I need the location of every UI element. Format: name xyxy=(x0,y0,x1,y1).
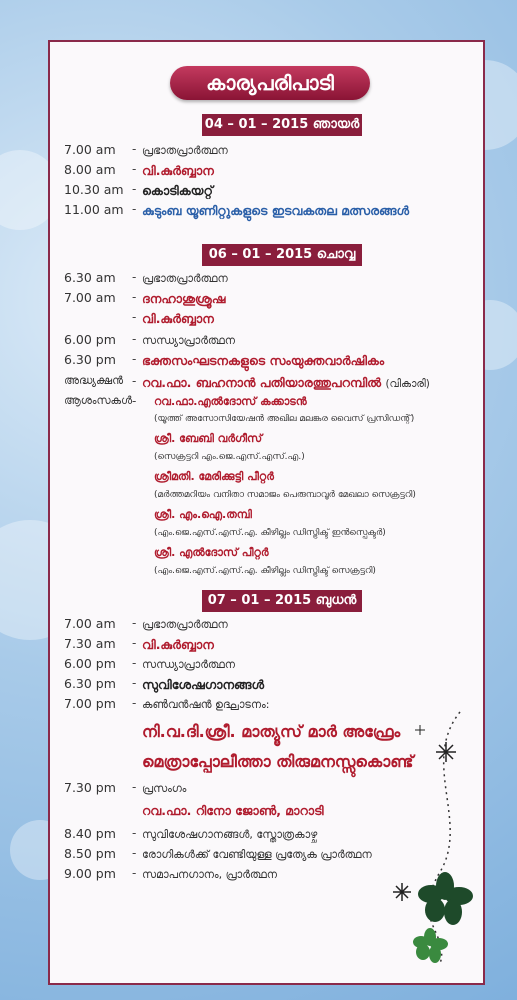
event-text: സമാപനഗാനം, പ്രാർത്ഥന xyxy=(142,868,278,881)
event-text: വി.കുർബ്ബാന xyxy=(142,163,214,178)
speaker-role: (യൂത്ത് അസോസിയേഷൻ അഖില മലങ്കര വൈസ് പ്രസിഡന്റ്) xyxy=(154,414,415,424)
schedule-row xyxy=(64,162,484,182)
president-suffix: (വികാരി) xyxy=(385,378,430,390)
dash: - xyxy=(132,352,137,366)
inaugurator-line1: നി.വ.ദി.ശ്രീ. മാത്യൂസ് മാർ അഫ്രേം xyxy=(142,722,401,741)
event-text: സന്ധ്യാപ്രാർത്ഥന xyxy=(142,658,235,671)
schedule-row xyxy=(64,310,484,330)
time: 6.30 pm xyxy=(64,352,116,367)
schedule-row xyxy=(64,656,484,676)
speaker-name: റവ.ഫാ.എൽദോസ് കക്കാടൻ xyxy=(154,395,307,408)
day-header: 04 – 01 – 2015 ഞായർ xyxy=(202,114,362,136)
president-name xyxy=(142,374,430,393)
event-text: വി.കുർബ്ബാന xyxy=(142,637,214,652)
event-text: സുവിശേഷഗാനങ്ങൾ, സ്തോത്രകാഴ്ച xyxy=(142,828,318,841)
time: 6.00 pm xyxy=(64,656,116,671)
event-text: കൊടികയറ്റ് xyxy=(142,183,213,198)
program-panel xyxy=(48,40,485,985)
schedule-row xyxy=(64,352,484,372)
dash: - xyxy=(132,182,137,196)
president-label: അദ്ധ്യക്ഷൻ xyxy=(64,374,124,387)
dash: - xyxy=(132,656,137,670)
schedule-row xyxy=(64,616,484,636)
event-text: രോഗികൾക്ക് വേണ്ടിയുള്ള പ്രത്യേക പ്രാർത്ഥന xyxy=(142,848,372,861)
time: 7.30 pm xyxy=(64,780,116,795)
schedule-row xyxy=(64,676,484,696)
dash: - xyxy=(132,780,137,794)
dash: - xyxy=(132,310,137,324)
event-text: കുടുംബ യൂണിറ്റുകളുടെ ഇടവകതല മത്സരങ്ങൾ xyxy=(142,203,410,218)
dash: - xyxy=(132,202,137,216)
event-text: ദനഹാശുശ്രൂഷ xyxy=(142,291,226,306)
dash: - xyxy=(132,270,137,284)
time: 7.00 pm xyxy=(64,696,116,711)
speaker-name: ശ്രീ. എൽദോസ് പീറ്റർ xyxy=(154,546,269,559)
time: 8.00 am xyxy=(64,162,116,177)
event-text: സന്ധ്യാപ്രാർത്ഥന xyxy=(142,334,235,347)
dash: - xyxy=(132,374,137,388)
flower-decoration xyxy=(390,862,485,972)
dash: - xyxy=(132,290,137,304)
day-header: 06 – 01 – 2015 ചൊവ്വ xyxy=(202,244,362,266)
event-text: വി.കുർബ്ബാന xyxy=(142,311,214,326)
event-text: പ്രഭാതപ്രാർത്ഥന xyxy=(142,272,228,285)
event-text: കൺവൻഷൻ ഉദ്ഘാടനം: xyxy=(142,698,270,711)
dash: - xyxy=(132,162,137,176)
schedule-row xyxy=(64,182,484,202)
speaker-name: ശ്രീ. എം.ഐ.തമ്പി xyxy=(154,508,252,521)
event-text: ഭക്തസംഘടനകളുടെ സംയുക്തവാർഷികം xyxy=(142,353,385,368)
dash: - xyxy=(132,636,137,650)
dash: - xyxy=(132,696,137,710)
dash: - xyxy=(132,866,137,880)
event-text: സുവിശേഷഗാനങ്ങൾ xyxy=(142,677,265,692)
felicitations-label: ആശംസകൾ xyxy=(64,394,133,407)
schedule-row xyxy=(64,636,484,656)
inaugurator-line2: മെത്രാപ്പോലീത്താ തിരുമനസ്സുകൊണ്ട് xyxy=(142,752,414,771)
time: 6.00 pm xyxy=(64,332,116,347)
dash: - xyxy=(132,394,137,408)
day-header: 07 – 01 – 2015 ബുധൻ xyxy=(202,590,362,612)
time: 8.50 pm xyxy=(64,846,116,861)
time: 7.00 am xyxy=(64,142,116,157)
speaker-role: (എം.ജെ.എസ്.എസ്.എ. കീഴില്ലം ഡിസ്ട്രിക്ട് സെക്രട്ടറി) xyxy=(154,566,376,576)
speaker-name: ശ്രീ. ബേബി വർഗീസ് xyxy=(154,432,263,445)
speaker-role: (സെക്രട്ടറി എം.ജെ.എസ്.എസ്.എ.) xyxy=(154,452,305,462)
time: 7.30 am xyxy=(64,636,116,651)
schedule-row xyxy=(64,290,484,310)
dash: - xyxy=(132,826,137,840)
sermon-speaker: റവ.ഫാ. റിനോ ജോൺ, മാറാടി xyxy=(142,803,324,818)
schedule-row xyxy=(64,332,484,352)
president-row xyxy=(64,374,484,394)
page-title: കാര്യപരിപാടി xyxy=(170,66,370,100)
time: 6.30 pm xyxy=(64,676,116,691)
president-name-text: റവ.ഫാ. ബഹനാൻ പതിയാരത്തുപറമ്പിൽ xyxy=(142,375,382,390)
speaker-name: ശ്രീമതി. മേരിക്കുട്ടി പീറ്റർ xyxy=(154,470,274,483)
dash: - xyxy=(132,142,137,156)
time: 6.30 am xyxy=(64,270,116,285)
dash: - xyxy=(132,676,137,690)
time: 7.00 am xyxy=(64,290,116,305)
time: 9.00 pm xyxy=(64,866,116,881)
speaker-role: (എം.ജെ.എസ്.എസ്.എ. കീഴില്ലം ഡിസ്ട്രിക്ട് ഇൻസ്പെക്ടർ) xyxy=(154,528,386,538)
event-text: പ്രഭാതപ്രാർത്ഥന xyxy=(142,144,228,157)
speaker-role: (മർത്തമറിയം വനിതാ സമാജം പെരുമ്പാവൂർ മേഖലാ സെക്രട്ടറി) xyxy=(154,490,416,500)
schedule-row xyxy=(64,202,484,222)
dash: - xyxy=(132,616,137,630)
time: 7.00 am xyxy=(64,616,116,631)
event-text: പ്രസംഗം xyxy=(142,782,187,795)
time: 11.00 am xyxy=(64,202,124,217)
event-text: പ്രഭാതപ്രാർത്ഥന xyxy=(142,618,228,631)
schedule-row xyxy=(64,270,484,290)
dash: - xyxy=(132,846,137,860)
dash: - xyxy=(132,332,137,346)
title-banner xyxy=(170,66,370,100)
time: 8.40 pm xyxy=(64,826,116,841)
time: 10.30 am xyxy=(64,182,124,197)
schedule-row xyxy=(64,142,484,162)
